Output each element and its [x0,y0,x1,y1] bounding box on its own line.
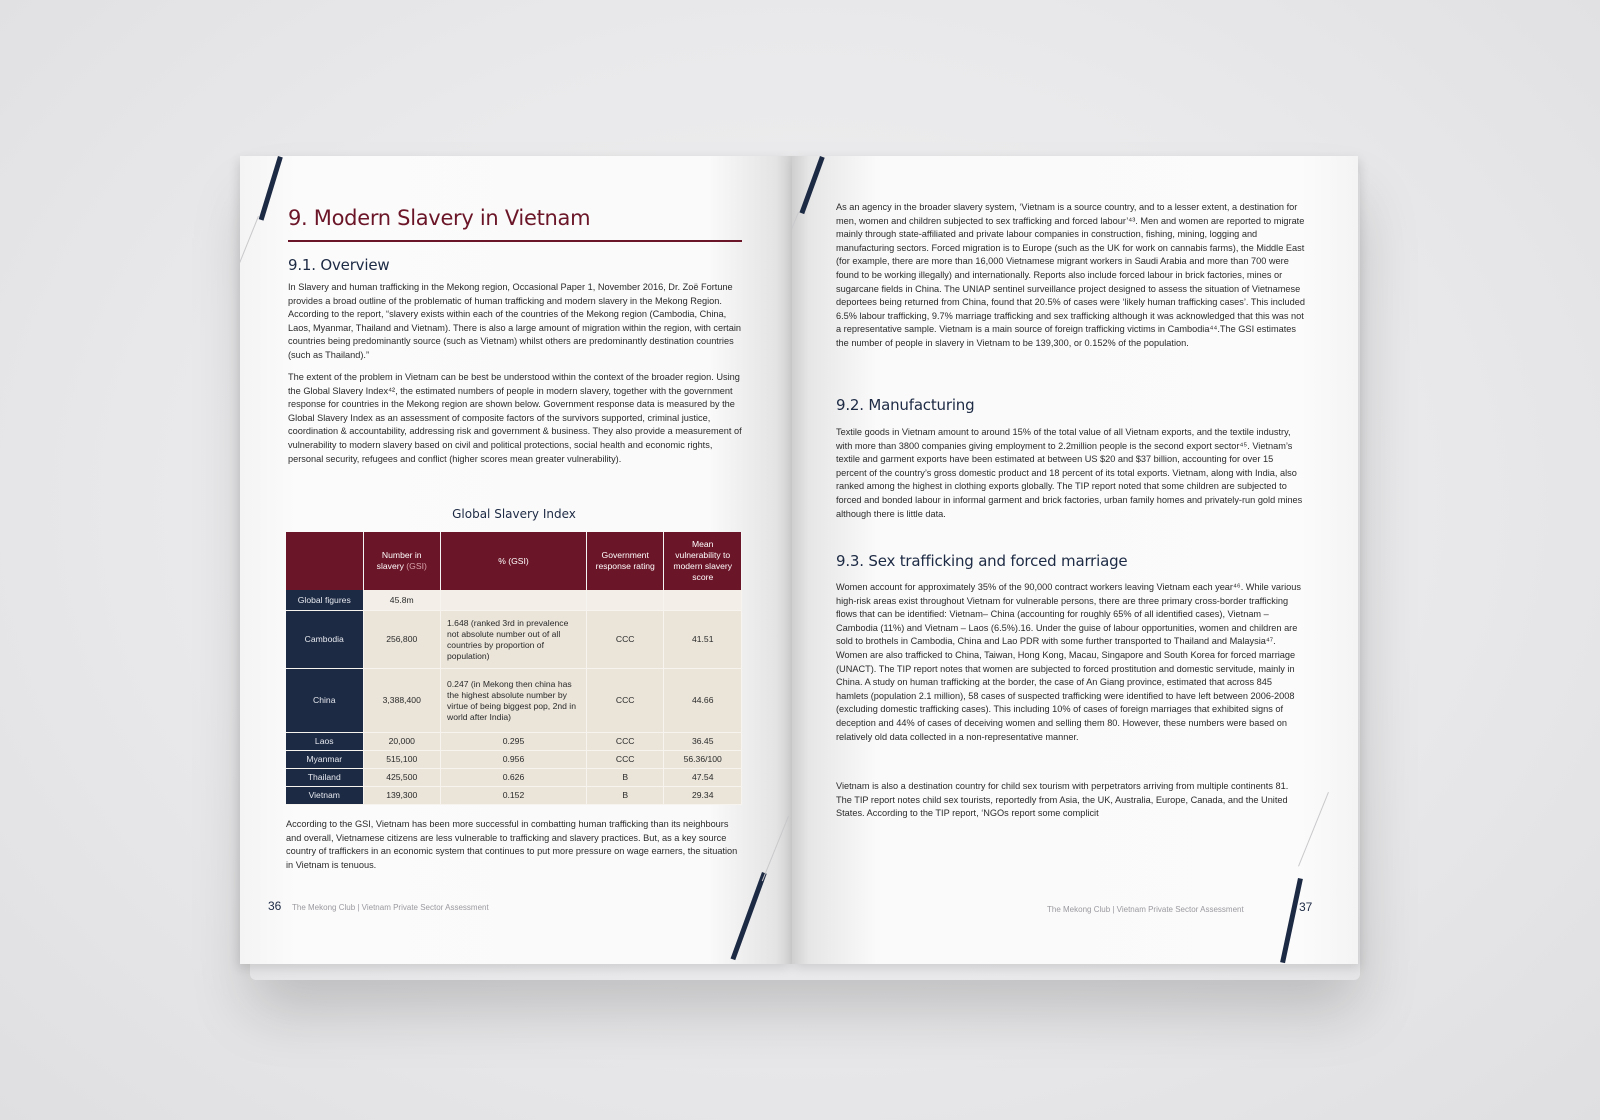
percent-cell: 0.247 (in Mekong then china has the highest absolute number by virtue of being biggest pop, 2nd in world after India) [441,669,587,733]
global-slavery-index-table [286,532,742,805]
manufacturing-paragraph: Textile goods in Vietnam amount to around 15% of the total value of all Vietnam exports, and the textile industry, with more than 3800 companies giving employment to 2.2million people is the second export sector⁴⁵. Vietnam’s textile and garment exports have been estimated at between US $20 and $37 billion, accounting for over 15 percent of the country’s gross domestic product and 18 percent of its total exports. Vietnam, along with India, also ranked among the highest in clothing exports globally. The TIP report noted that some children are subjected to forced and bonded labour in informal garment and brick factories, urban family homes and privately-run gold mines although there is little data. [836,427,1303,519]
footer-text-left: The Mekong Club | Vietnam Private Sector Assessment [292,903,489,912]
country-cell: Thailand [286,769,363,787]
number-cell: 515,100 [363,751,441,769]
gov-cell: CCC [586,751,664,769]
number-cell: 425,500 [363,769,441,787]
header-government: Government response rating [586,532,664,590]
country-cell: Global figures [286,590,363,611]
gov-cell [586,590,664,611]
number-cell: 256,800 [363,611,441,669]
heading-overview: 9.1. Overview [288,256,390,274]
number-cell: 45.8m [363,590,441,611]
corner-line-bottom-left [762,816,789,881]
table-row [286,669,742,733]
corner-slash-bottom-left [731,872,767,960]
left-page [240,156,792,964]
heading-manufacturing: 9.2. Manufacturing [836,396,975,414]
paragraph-after-table: According to the GSI, Vietnam has been more successful in combatting human trafficking than its neighbours and overall, Vietnamese citizens are less vulnerable to trafficking and slavery practices. But, as a key source country of traffickers in an economic system that continues to put more pressure on wage earners, the situation in Vietnam is tenuous. [286,819,738,870]
header-vulnerability: Mean vulnerability to modern slavery score [664,532,742,590]
percent-cell: 0.626 [441,769,587,787]
gov-cell: CCC [586,669,664,733]
header-percent: % (GSI) [441,532,587,590]
table-title: Global Slavery Index [452,507,576,521]
right-intro-paragraph: As an agency in the broader slavery system, ‘Vietnam is a source country, and to a lesser extent, a destination for men, women and children subjected to sex trafficking and forced labour’⁴³. Men and women are reported to migrate mainly through state-affiliated and private labour companies in construction, fishing, mining, logging and manufacturing sectors. Forced migration is to Europe (such as the UK for work on cannabis farms), the Middle East (for example, there are more than 16,000 Vietnamese migrant workers in Saudi Arabia and more than 700 were found to be working illegally) and internationally. Reports also include forced labour in brick factories, mines or sugarcane fields in China. The UNIAP sentinel surveillance project designed to assess the situation of Vietnamese deportees being returned from China, found that 20.5% of cases were ‘likely human trafficking cases’. This included 6.5% labour trafficking, 9.7% marriage trafficking and sex trafficking although it was acknowledged that this was not a representative sample. Vietnam is a main source of foreign trafficking victims in Cambodia⁴⁴.The GSI estimates the number of people in slavery in Vietnam to be 139,300, or 0.152% of the population. [836,202,1305,348]
country-cell: Cambodia [286,611,363,669]
percent-cell: 0.152 [441,787,587,805]
page-number-left: 36 [268,899,282,913]
gov-cell: B [586,769,664,787]
sex-trafficking-paragraph-2: Vietnam is also a destination country for child sex tourism with perpetrators arriving from multiple continents 81. The TIP report notes child sex tourists, reportedly from Asia, the UK, Australia, Europe, Canada, and the United States. According to the TIP report, ‘NGOs report some complicit [836,781,1289,819]
table-row [286,590,742,611]
table-row [286,751,742,769]
overview-paragraph-2: The extent of the problem in Vietnam can be best be understood within the context of the broader region. Using the Global Slavery Index⁴², the estimated numbers of people in modern slavery, together with the government response for countries in the Mekong region are shown below. Government response data is measured by the Global Slavery Index as an assessment of composite factors of the survivors supported, criminal justice, coordination & accountability, addressing risk and government & business. They also provide a measurement of vulnerability to modern slavery based on civil and political protections, social health and economic rights, personal security, refugees and conflict (higher scores mean greater vulnerability). [288,372,742,464]
corner-line-top-left [240,216,259,272]
gov-cell: CCC [586,733,664,751]
vuln-cell: 29.34 [664,787,742,805]
table-row [286,769,742,787]
vuln-cell: 44.66 [664,669,742,733]
header-blank [286,532,363,590]
title-rule [288,240,742,242]
gov-cell: B [586,787,664,805]
corner-slash-top-right [799,156,824,214]
number-cell: 20,000 [363,733,441,751]
country-cell: China [286,669,363,733]
vuln-cell: 36.45 [664,733,742,751]
percent-cell: 1.648 (ranked 3rd in prevalence not absolute number out of all countries by proportion of population) [441,611,587,669]
vuln-cell [664,590,742,611]
page-title: 9. Modern Slavery in Vietnam [288,206,591,230]
table-row [286,733,742,751]
number-cell: 3,388,400 [363,669,441,733]
number-cell: 139,300 [363,787,441,805]
sex-trafficking-paragraph-1: Women account for approximately 35% of the 90,000 contract workers leaving Vietnam each year⁴⁶. While various high-risk areas exist throughout Vietnam for vulnerable persons, there are three primary cross-border trafficking flows that can be identified: Vietnam– China (accounting for roughly 65% of all identified cases), Vietnam – Cambodia (11%) and Vietnam – Laos (6.5%).16. Under the guise of labour opportunities, women and children are sold to brothels in Cambodia, China and Lao PDR with some further transported to Thailand and Malaysia⁴⁷. Women are also trafficked to China, Taiwan, Hong Kong, Macau, Singapore and South Korea for forced marriage (UNACT). The TIP report notes that women are subjected to forced prostitution and domestic servitude, mainly in China. A study on human trafficking at the border, the case of An Giang province, estimated that across 845 hamlets (population 2.1 million), 58 cases of suspected trafficking were identified to have left between 2006-2008 (excluding domestic trafficking cases). This including 10% of cases of foreign marriages that exhibited signs of deception and 44% of cases of deceiving women and selling them 80. However, these numbers were based on relatively old data collected in a non-representative manner. [836,582,1301,742]
footer-text-right: The Mekong Club | Vietnam Private Sector Assessment [1047,905,1244,914]
corner-slash-top-left [259,156,283,221]
vuln-cell: 56.36/100 [664,751,742,769]
percent-cell [441,590,587,611]
percent-cell: 0.295 [441,733,587,751]
corner-slash-bottom-right [1280,878,1303,963]
page-number-right: 37 [1299,900,1313,914]
corner-line-top-right [792,212,799,268]
overview-paragraph-1: In Slavery and human trafficking in the Mekong region, Occasional Paper 1, November 2016, Dr. Zoë Fortune provides a broad outline of the problematic of human trafficking and modern slavery in the Mekong Region. According to the report, “slavery exists within each of the countries of the Mekong region (Cambodia, China, Laos, Myanmar, Thailand and Vietnam). There is also a large amount of migration within the region, with certain countries being predominantly source (such as Vietnam) whilst others are predominantly destination countries (such as Thailand).” [288,282,741,360]
country-cell: Vietnam [286,787,363,805]
right-page [792,156,1358,964]
percent-cell: 0.956 [441,751,587,769]
vuln-cell: 47.54 [664,769,742,787]
table-row [286,611,742,669]
gov-cell: CCC [586,611,664,669]
country-cell: Myanmar [286,751,363,769]
vuln-cell: 41.51 [664,611,742,669]
table-row [286,787,742,805]
heading-sex-trafficking: 9.3. Sex trafficking and forced marriage [836,552,1128,570]
header-number: Number in slavery (GSI) [363,532,441,590]
country-cell: Laos [286,733,363,751]
